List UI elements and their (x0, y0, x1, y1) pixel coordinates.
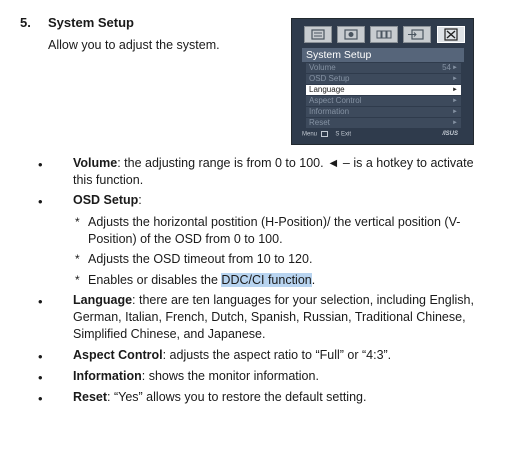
bullet-icon: • (38, 194, 43, 209)
osd-item-language (306, 85, 461, 96)
bullet-osd-setup (73, 192, 493, 209)
desc-osd-setup: : (138, 193, 142, 207)
arrow-right-icon: ► (452, 76, 458, 82)
image-adjust-icon (337, 26, 365, 43)
color-adjust-icon (370, 26, 398, 43)
osd-title: System Setup (302, 48, 464, 62)
osd-item-aspect-control (306, 96, 461, 107)
term-osd-setup: OSD Setup (73, 193, 139, 207)
sub-item-position: Adjusts the horizontal postition (H-Position)/ the vertical position (V-Position) of the OSD from 0 to 100. (88, 215, 461, 246)
bullet-icon: • (38, 391, 43, 406)
osd-item-label: Reset (309, 118, 330, 127)
desc-volume: : the adjusting range is from 0 to 100. ◄ – is a hotkey to activate this function. (73, 156, 474, 187)
osd-item-label: Volume (309, 63, 336, 72)
arrow-right-icon: ► (452, 120, 458, 126)
bullet-volume (73, 155, 493, 189)
bullet-aspect-control (73, 347, 493, 364)
term-aspect-control: Aspect Control (73, 348, 163, 362)
section-title: System Setup (48, 15, 134, 30)
osd-menu-screenshot (291, 18, 474, 145)
desc-information: : shows the monitor information. (141, 369, 319, 383)
osd-footer-exit: S Exit (335, 131, 352, 138)
desc-reset: : “Yes” allows you to restore the default setting. (107, 390, 367, 404)
sub-item-ddcci-before: Enables or disables the (88, 273, 222, 287)
sub-bullet-icon: * (75, 252, 80, 266)
system-setup-icon (437, 26, 465, 43)
osd-item-label: OSD Setup (309, 74, 350, 83)
osd-tab-bar (304, 26, 467, 43)
osd-menu-list (306, 63, 461, 129)
arrow-right-icon: ► (452, 87, 458, 93)
osd-item-volume (306, 63, 461, 74)
osd-item-label: Language (309, 85, 345, 94)
asus-logo: /ISUS (442, 131, 458, 137)
term-language: Language (73, 293, 133, 307)
arrow-right-icon: ► (452, 109, 458, 115)
arrow-right-icon: ► (452, 65, 458, 71)
osd-footer-menu: Menu (302, 131, 318, 138)
osd-item-information (306, 107, 461, 118)
osd-footer (302, 131, 462, 141)
sub-item-timeout: Adjusts the OSD timeout from 10 to 120. (88, 252, 313, 266)
picture-mode-icon (304, 26, 332, 43)
term-reset: Reset (73, 390, 108, 404)
desc-aspect-control: : adjusts the aspect ratio to “Full” or “4:3”. (162, 348, 392, 362)
section-description: Allow you to adjust the system. (48, 38, 220, 52)
sub-item-ddcci (88, 272, 488, 289)
bullet-icon: • (38, 157, 43, 172)
bullet-icon: • (38, 370, 43, 385)
sub-bullet-icon: * (75, 215, 80, 229)
bullet-language (73, 292, 493, 343)
term-information: Information (73, 369, 142, 383)
bullet-icon: • (38, 294, 43, 309)
desc-language: : there are ten languages for your selection, including English, German, Italian, French, Dutch, Spanish, Russian, Traditional Chinese, Simplified Chinese, and Japanese. (73, 293, 474, 341)
menu-key-icon (321, 131, 328, 137)
bullet-reset (73, 389, 493, 406)
input-select-icon (403, 26, 431, 43)
term-volume: Volume (73, 156, 118, 170)
osd-item-value: 54 (442, 63, 451, 72)
sub-bullet-icon: * (75, 273, 80, 287)
osd-item-reset (306, 118, 461, 129)
highlighted-text: DDC/CI function (221, 273, 312, 287)
section-number: 5. (20, 15, 31, 30)
osd-item-label: Aspect Control (309, 96, 362, 105)
bullet-information (73, 368, 493, 385)
osd-item-label: Information (309, 107, 350, 116)
sub-item-ddcci-after: . (311, 273, 316, 287)
osd-item-osd-setup (306, 74, 461, 85)
bullet-icon: • (38, 349, 43, 364)
arrow-right-icon: ► (452, 98, 458, 104)
